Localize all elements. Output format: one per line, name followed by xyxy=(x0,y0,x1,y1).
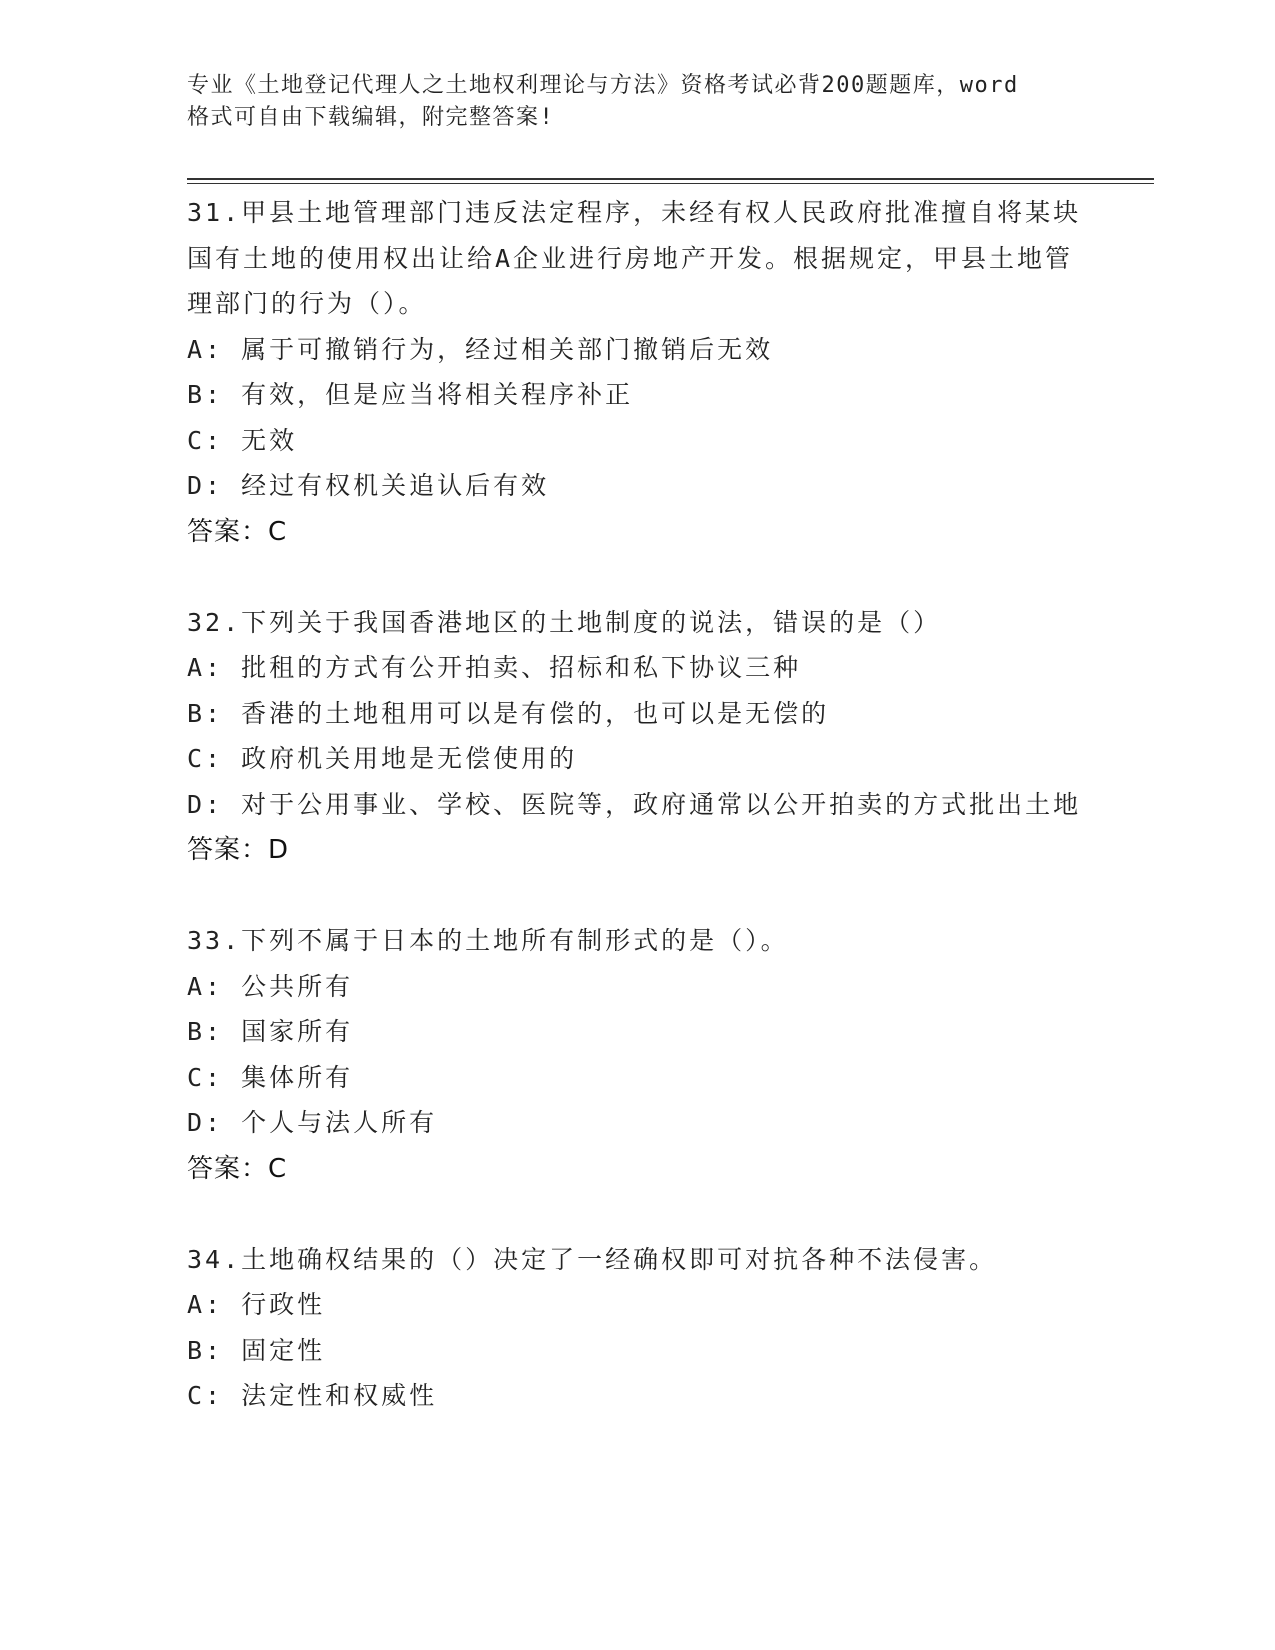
question-stem: 33.下列不属于日本的土地所有制形式的是（）。 xyxy=(187,926,789,955)
question-33 xyxy=(187,918,1087,1192)
question-34 xyxy=(187,1237,1087,1419)
option-a: A: 公共所有 xyxy=(187,971,354,1001)
header-divider-thick xyxy=(187,178,1154,180)
option-d: D: 对于公用事业、学校、医院等，政府通常以公开拍卖的方式批出土地 xyxy=(187,789,1082,819)
question-stem: 32.下列关于我国香港地区的土地制度的说法，错误的是（） xyxy=(187,607,942,637)
document-page xyxy=(187,70,1087,134)
option-c: C: 法定性和权威性 xyxy=(187,1381,438,1410)
question-stem: 31.甲县土地管理部门违反法定程序，未经有权人民政府批准擅自将某块国有土地的使用权出让给A企业进行房地产开发。根据规定，甲县土地管理部门的行为（）。 xyxy=(187,198,1082,318)
question-stem: 34.土地确权结果的（）决定了一经确权即可对抗各种不法侵害。 xyxy=(187,1244,998,1274)
option-d: D: 个人与法人所有 xyxy=(187,1108,438,1137)
option-b: B: 国家所有 xyxy=(187,1017,354,1046)
document-header: 专业《土地登记代理人之土地权利理论与方法》资格考试必背200题题库，word 格式可自由下载编辑，附完整答案! xyxy=(187,73,1019,130)
answer-line: 答案：D xyxy=(187,835,290,865)
option-a: A: 行政性 xyxy=(187,1290,326,1319)
option-c: C: 无效 xyxy=(187,425,298,455)
answer-line: 答案：C xyxy=(187,1153,288,1184)
option-b: B: 有效，但是应当将相关程序补正 xyxy=(187,380,634,409)
option-c: C: 政府机关用地是无偿使用的 xyxy=(187,744,578,773)
question-list xyxy=(187,190,1087,1464)
question-32 xyxy=(187,600,1087,874)
option-b: B: 固定性 xyxy=(187,1335,326,1365)
header-divider-thin xyxy=(187,183,1154,184)
option-c: C: 集体所有 xyxy=(187,1062,354,1092)
option-a: A: 属于可撤销行为，经过相关部门撤销后无效 xyxy=(187,334,774,364)
option-a: A: 批租的方式有公开拍卖、招标和私下协议三种 xyxy=(187,653,802,682)
answer-line: 答案：C xyxy=(187,516,288,547)
option-b: B: 香港的土地租用可以是有偿的，也可以是无偿的 xyxy=(187,698,830,728)
option-d: D: 经过有权机关追认后有效 xyxy=(187,471,550,500)
question-31 xyxy=(187,190,1087,555)
